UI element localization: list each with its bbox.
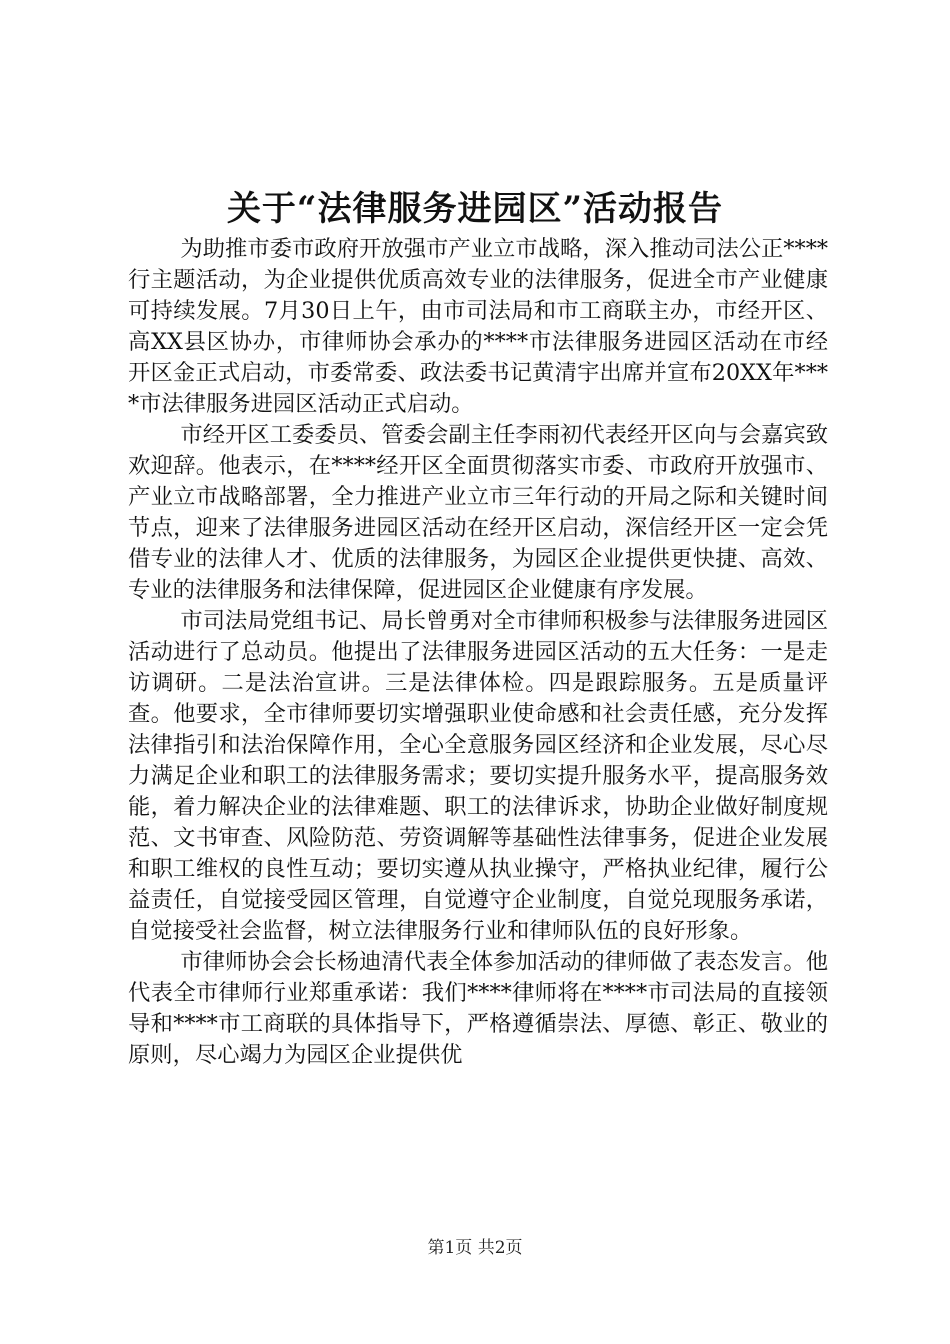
paragraph-2: 市经开区工委委员、管委会副主任李雨初代表经开区向与会嘉宾致欢迎辞。他表示，在****经开区全面贯彻落实市委、市政府开放强市、产业立市战略部署，全力推进产业立市三年行动的开局之际和关键时间节点，迎来了法律服务进园区活动在经开区启动，深信经开区一定会凭借专业的法律人才、优质的法律服务，为园区企业提供更快捷、高效、专业的法律服务和法律保障，促进园区企业健康有序发展。 — [128, 422, 828, 603]
document-title: 关于“法律服务进园区”活动报告 — [226, 189, 724, 229]
paragraph-3: 市司法局党组书记、局长曾勇对全市律师积极参与法律服务进园区活动进行了总动员。他提出了法律服务进园区活动的五大任务：一是走访调研。二是法治宣讲。三是法律体检。四是跟踪服务。五是质量评查。他要求，全市律师要切实增强职业使命感和社会责任感，充分发挥法律指引和法治保障作用，全心全意服务园区经济和企业发展，尽心尽力满足企业和职工的法律服务需求；要切实提升服务水平，提高服务效能，着力解决企业的法律难题、职工的法律诉求，协助企业做好制度规范、文书审查、风险防范、劳资调解等基础性法律事务，促进企业发展和职工维权的良性互动；要切实遵从执业操守，严格执业纪律，履行公益责任，自觉接受园区管理，自觉遵守企业制度，自觉兑现服务承诺，自觉接受社会监督，树立法律服务行业和律师队伍的良好形象。 — [128, 608, 828, 944]
paragraph-1: 为助推市委市政府开放强市产业立市战略，深入推动司法公正****行主题活动，为企业提供优质高效专业的法律服务，促进全市产业健康可持续发展。7月30日上午，由市司法局和市工商联主办，市经开区、高XX县区协办，市律师协会承办的****市法律服务进园区活动在市经开区金正式启动，市委常委、政法委书记黄清宇出席并宣布20XX年****市法律服务进园区活动正式启动。 — [128, 236, 828, 417]
paragraph-4: 市律师协会会长杨迪清代表全体参加活动的律师做了表态发言。他代表全市律师行业郑重承诺：我们****律师将在****市司法局的直接领导和****市工商联的具体指导下，严格遵循崇法、厚德、彰正、敬业的原则，尽心竭力为园区企业提供优 — [128, 949, 828, 1068]
document-body — [128, 234, 828, 1071]
page-footer: 第1页 共2页 — [427, 1238, 523, 1258]
